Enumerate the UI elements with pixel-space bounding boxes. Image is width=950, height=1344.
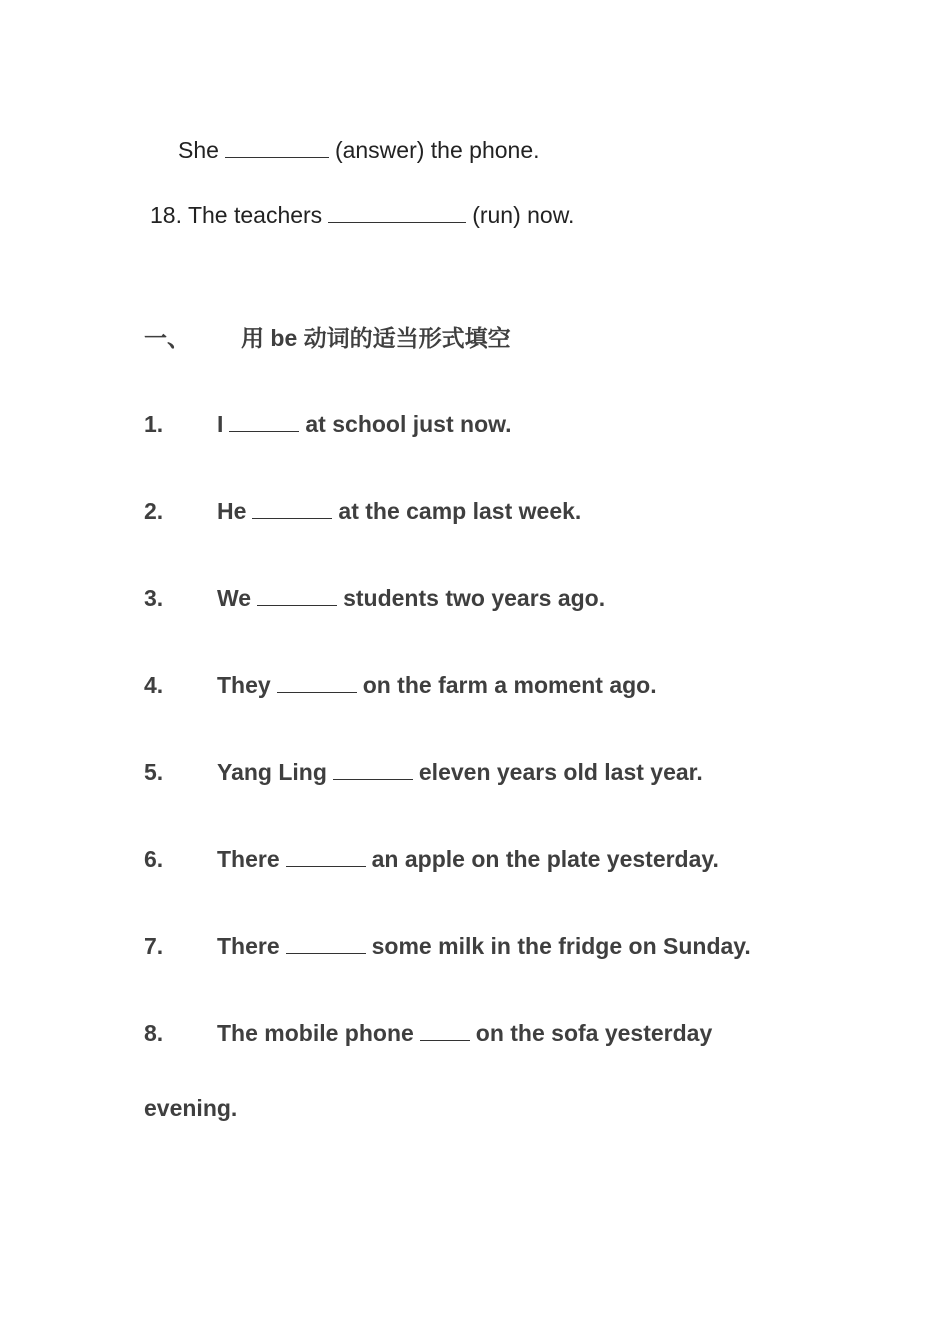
answer-blank[interactable] [333,759,413,780]
question-before: There [217,846,280,872]
question-number: 1. [144,411,164,437]
q17-hint: (answer) the phone. [334,137,540,163]
section-heading [0,323,950,353]
q18-prefix: 18. The teachers [150,202,323,228]
section-title: 用 be 动词的适当形式填空 [241,325,511,351]
question-text [217,583,605,613]
answer-blank[interactable] [252,498,332,519]
question-before: Yang Ling [217,759,327,785]
question-number: 8. [144,1020,164,1046]
answer-blank[interactable] [286,846,366,867]
question-text [217,670,657,700]
question-after: some milk in the fridge on Sunday. [371,933,751,959]
question-17-line [178,135,540,165]
question-text [217,931,751,961]
question-number: 5. [144,759,164,785]
question-text [217,409,512,439]
question-number: 7. [144,933,164,959]
question-after: on the sofa yesterday [475,1020,713,1046]
question-text [217,1018,712,1048]
answer-blank[interactable] [277,672,357,693]
question-before: I [217,411,224,437]
question-before: We [217,585,252,611]
section-number: 一、 [144,325,190,351]
answer-blank[interactable] [286,933,366,954]
question-18-line [150,200,574,230]
question-number: 4. [144,672,164,698]
question-after: an apple on the plate yesterday. [371,846,719,872]
q18-answer-blank[interactable] [328,202,466,223]
q17-subject: She [178,137,219,163]
q17-answer-blank[interactable] [225,137,329,158]
question-after: on the farm a moment ago. [362,672,657,698]
answer-blank[interactable] [420,1020,470,1041]
q18-hint: (run) now. [472,202,575,228]
question-after: at school just now. [305,411,512,437]
question-number: 6. [144,846,164,872]
question-before: There [217,933,280,959]
answer-blank[interactable] [257,585,337,606]
question-before: The mobile phone [217,1020,414,1046]
question-after: eleven years old last year. [418,759,703,785]
question-before: They [217,672,271,698]
question-after: at the camp last week. [338,498,582,524]
question-text [217,844,719,874]
question-text [217,757,703,787]
question-text [217,496,581,526]
question-before: He [217,498,247,524]
question-number: 3. [144,585,164,611]
question-after: students two years ago. [343,585,606,611]
question-number: 2. [144,498,164,524]
answer-blank[interactable] [229,411,299,432]
question-8-continuation: evening. [144,1095,238,1121]
